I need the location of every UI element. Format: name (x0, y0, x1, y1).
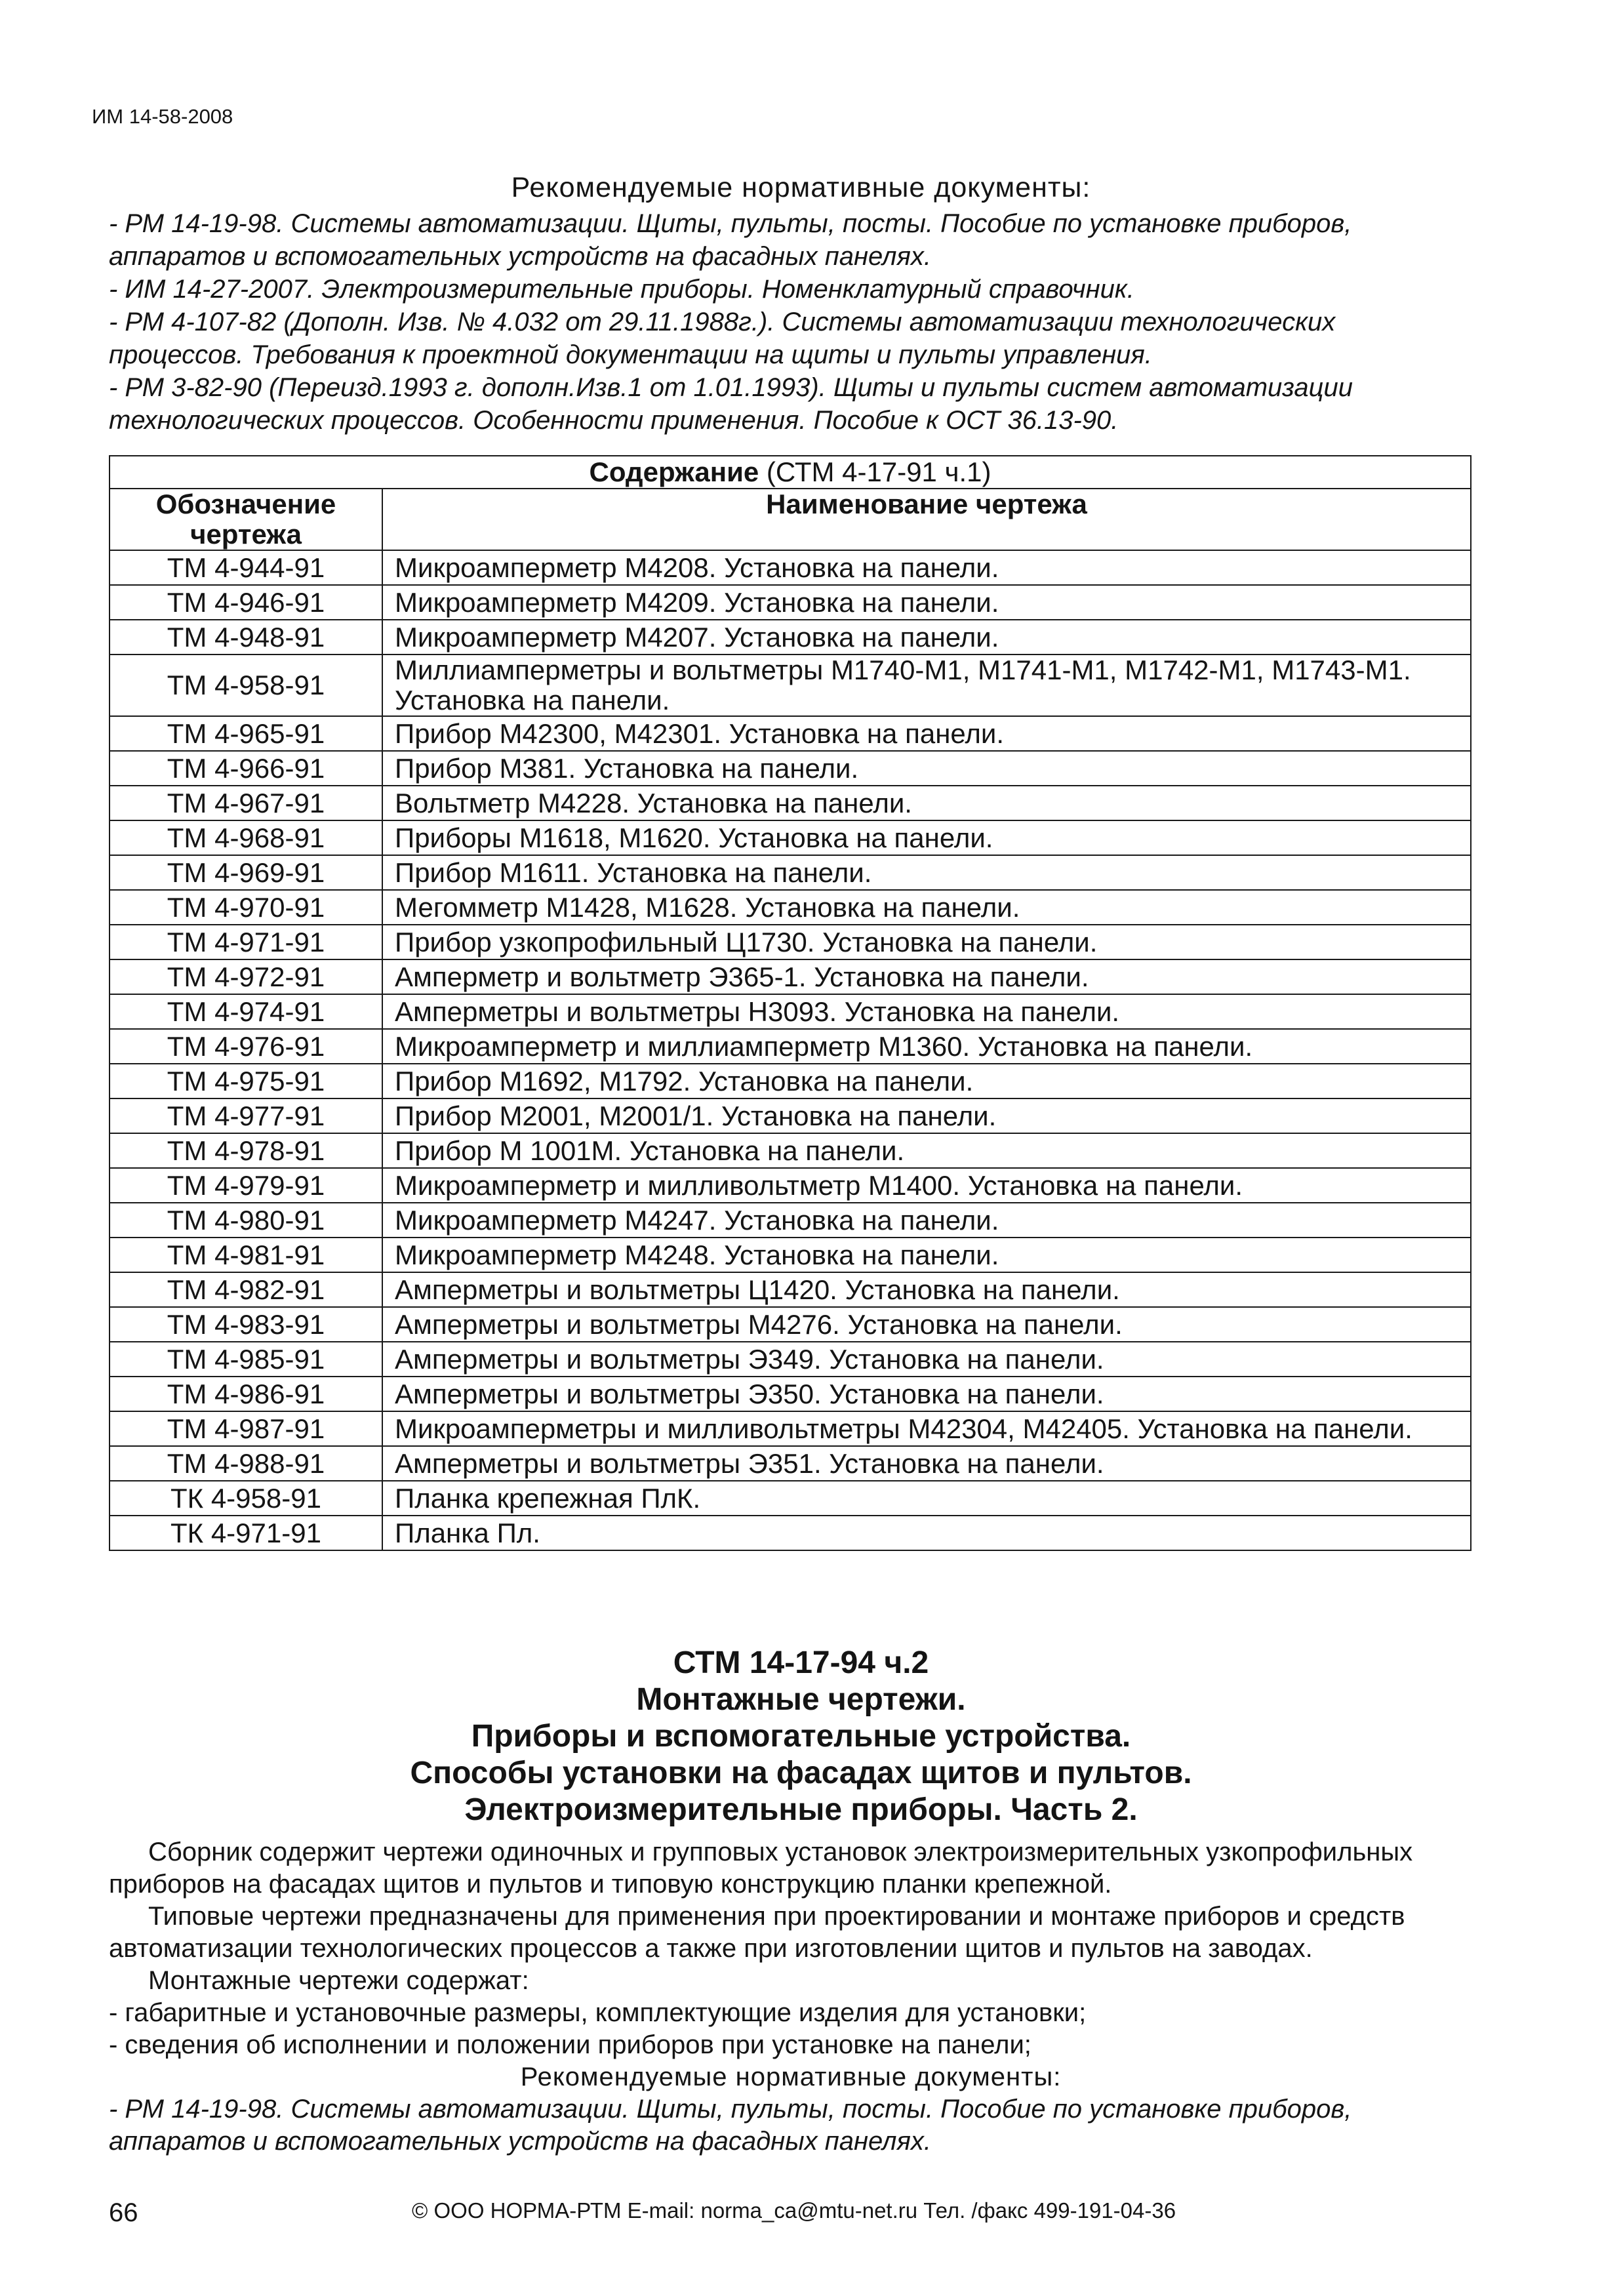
bullet-item: - габаритные и установочные размеры, комплектующие изделия для установки; (109, 1998, 1087, 2027)
drawing-name: Приборы М1618, М1620. Установка на панели. (382, 820, 1471, 855)
drawing-name: Амперметры и вольтметры Э350. Установка на панели. (382, 1377, 1471, 1411)
drawing-name: Прибор М1692, М1792. Установка на панели. (382, 1064, 1471, 1098)
block2-body (109, 1836, 1473, 2158)
drawing-code: ТМ 4-948-91 (110, 620, 382, 655)
drawing-code: ТК 4-958-91 (110, 1481, 382, 1516)
table-title (110, 456, 1471, 489)
drawing-code: ТМ 4-988-91 (110, 1446, 382, 1481)
paragraph: Сборник содержит чертежи одиночных и групповых установок электроизмерительных узкопрофильных приборов на фасадах щитов и пультов и типовую конструкцию планки крепежной. (109, 1838, 1413, 1899)
table-title-bold: Содержание (589, 456, 759, 487)
drawing-code: ТМ 4-981-91 (110, 1238, 382, 1272)
ref-item: - РМ 3-82-90 (Переизд.1993 г. дополн.Изв.1 от 1.01.1993). Щиты и пульты систем автоматизации технологических процессов. Особенности применения. Пособие к ОСТ 36.13-90. (109, 373, 1353, 435)
drawing-name: Микроамперметр и миллиамперметр М1360. Установка на панели. (382, 1029, 1471, 1064)
table-row (110, 820, 1471, 855)
block2-title-line: Электроизмерительные приборы. Часть 2. (464, 1792, 1138, 1827)
drawing-code: ТМ 4-965-91 (110, 716, 382, 751)
table-row (110, 655, 1471, 716)
table-row (110, 585, 1471, 620)
table-row (110, 751, 1471, 786)
drawing-code: ТМ 4-976-91 (110, 1029, 382, 1064)
table-row (110, 1307, 1471, 1342)
drawing-code: ТМ 4-969-91 (110, 855, 382, 890)
refs-title: Рекомендуемые нормативные документы: (511, 172, 1091, 203)
block2-title (0, 1645, 1602, 1828)
drawing-name: Планка крепежная ПлК. (382, 1481, 1471, 1516)
table-row (110, 716, 1471, 751)
drawing-name: Амперметры и вольтметры Ц1420. Установка на панели. (382, 1272, 1471, 1307)
drawing-name: Прибор М 1001М. Установка на панели. (382, 1133, 1471, 1168)
drawing-name: Мегомметр М1428, М1628. Установка на панели. (382, 890, 1471, 925)
table-row (110, 1238, 1471, 1272)
drawing-code: ТМ 4-980-91 (110, 1203, 382, 1238)
drawing-code: ТМ 4-978-91 (110, 1133, 382, 1168)
drawing-name: Вольтметр М4228. Установка на панели. (382, 786, 1471, 820)
table-row (110, 925, 1471, 959)
table-row (110, 1516, 1471, 1550)
drawing-code: ТК 4-971-91 (110, 1516, 382, 1550)
block2-title-line: Приборы и вспомогательные устройства. (471, 1719, 1131, 1754)
ref-item: - ИМ 14-27-2007. Электроизмерительные приборы. Номенклатурный справочник. (109, 275, 1134, 304)
drawing-name: Микроамперметры и милливольтметры М42304, М42405. Установка на панели. (382, 1411, 1471, 1446)
drawing-code: ТМ 4-971-91 (110, 925, 382, 959)
drawing-code: ТМ 4-968-91 (110, 820, 382, 855)
drawing-code: ТМ 4-982-91 (110, 1272, 382, 1307)
drawing-name: Микроамперметр М4207. Установка на панели. (382, 620, 1471, 655)
table-row (110, 855, 1471, 890)
table-row (110, 890, 1471, 925)
table-row (110, 1168, 1471, 1203)
table-row (110, 550, 1471, 585)
drawing-name: Прибор М2001, М2001/1. Установка на панели. (382, 1098, 1471, 1133)
drawing-code: ТМ 4-975-91 (110, 1064, 382, 1098)
drawing-name: Микроамперметр и милливольтметр М1400. Установка на панели. (382, 1168, 1471, 1203)
table-row (110, 620, 1471, 655)
drawing-name: Прибор М1611. Установка на панели. (382, 855, 1471, 890)
col-header-name: Наименование чертежа (382, 489, 1471, 550)
table-row (110, 1029, 1471, 1064)
drawing-code: ТМ 4-972-91 (110, 959, 382, 994)
drawing-name: Амперметры и вольтметры Э349. Установка на панели. (382, 1342, 1471, 1377)
drawing-name: Микроамперметр М4248. Установка на панели. (382, 1238, 1471, 1272)
drawing-code: ТМ 4-979-91 (110, 1168, 382, 1203)
paragraph: Монтажные чертежи содержат: (148, 1966, 529, 1995)
block2-refs-title: Рекомендуемые нормативные документы: (520, 2063, 1062, 2091)
drawing-code: ТМ 4-946-91 (110, 585, 382, 620)
drawing-name: Миллиамперметры и вольтметры М1740-М1, М1741-М1, М1742-М1, М1743-М1. Установка на панели. (382, 655, 1471, 716)
drawing-name: Амперметр и вольтметр Э365-1. Установка на панели. (382, 959, 1471, 994)
table-row (110, 1133, 1471, 1168)
block2-title-line: СТМ 14-17-94 ч.2 (673, 1645, 929, 1680)
refs-list (109, 207, 1473, 437)
drawing-name: Амперметры и вольтметры Э351. Установка на панели. (382, 1446, 1471, 1481)
drawing-code: ТМ 4-983-91 (110, 1307, 382, 1342)
table-row (110, 1481, 1471, 1516)
footer-copyright: © ООО НОРМА-РТМ E-mail: norma_ca@mtu-net.ru Тел. /факс 499-191-04-36 (412, 2198, 1176, 2223)
table-row (110, 1203, 1471, 1238)
drawing-code: ТМ 4-944-91 (110, 550, 382, 585)
drawing-name: Микроамперметр М4247. Установка на панели. (382, 1203, 1471, 1238)
table-row (110, 959, 1471, 994)
drawing-name: Планка Пл. (382, 1516, 1471, 1550)
document-code: ИМ 14-58-2008 (92, 105, 233, 128)
table-row (110, 1342, 1471, 1377)
block2-title-line: Монтажные чертежи. (636, 1682, 966, 1717)
drawing-code: ТМ 4-967-91 (110, 786, 382, 820)
drawing-name: Прибор узкопрофильный Ц1730. Установка на панели. (382, 925, 1471, 959)
drawing-name: Прибор М42300, М42301. Установка на панели. (382, 716, 1471, 751)
table-row (110, 1411, 1471, 1446)
drawing-name: Микроамперметр М4209. Установка на панели. (382, 585, 1471, 620)
contents-table (109, 455, 1472, 1551)
drawing-code: ТМ 4-986-91 (110, 1377, 382, 1411)
drawing-code: ТМ 4-970-91 (110, 890, 382, 925)
table-row (110, 1272, 1471, 1307)
block2-title-line: Способы установки на фасадах щитов и пультов. (410, 1756, 1192, 1790)
table-row (110, 994, 1471, 1029)
ref-item: - РМ 14-19-98. Системы автоматизации. Щиты, пульты, посты. Пособие по установке приборов, аппаратов и вспомогательных устройств на фасадных панелях. (109, 2095, 1352, 2156)
page-number: 66 (109, 2198, 138, 2227)
drawing-code: ТМ 4-985-91 (110, 1342, 382, 1377)
paragraph: Типовые чертежи предназначены для применения при проектировании и монтаже приборов и средств автоматизации технологических процессов а также при изготовлении щитов и пультов на заводах. (109, 1902, 1405, 1963)
table-title-rest: (СТМ 4-17-91 ч.1) (759, 456, 991, 487)
table-row (110, 1446, 1471, 1481)
drawing-code: ТМ 4-966-91 (110, 751, 382, 786)
table-row (110, 786, 1471, 820)
ref-item: - РМ 4-107-82 (Дополн. Изв. № 4.032 от 29.11.1988г.). Системы автоматизации технологических процессов. Требования к проектной документации на щиты и пульты управления. (109, 308, 1336, 369)
bullet-item: - сведения об исполнении и положении приборов при установке на панели; (109, 2030, 1031, 2059)
table-row (110, 1064, 1471, 1098)
drawing-code: ТМ 4-974-91 (110, 994, 382, 1029)
drawing-name: Микроамперметр М4208. Установка на панели. (382, 550, 1471, 585)
drawing-name: Прибор М381. Установка на панели. (382, 751, 1471, 786)
drawing-name: Амперметры и вольтметры М4276. Установка на панели. (382, 1307, 1471, 1342)
ref-item: - РМ 14-19-98. Системы автоматизации. Щиты, пульты, посты. Пособие по установке приборов, аппаратов и вспомогательных устройств на фасадных панелях. (109, 209, 1352, 271)
table-row (110, 1377, 1471, 1411)
table-row (110, 1098, 1471, 1133)
drawing-code: ТМ 4-987-91 (110, 1411, 382, 1446)
drawing-name: Амперметры и вольтметры Н3093. Установка на панели. (382, 994, 1471, 1029)
col-header-code: Обозначение чертежа (110, 489, 382, 550)
drawing-code: ТМ 4-977-91 (110, 1098, 382, 1133)
drawing-code: ТМ 4-958-91 (110, 655, 382, 716)
